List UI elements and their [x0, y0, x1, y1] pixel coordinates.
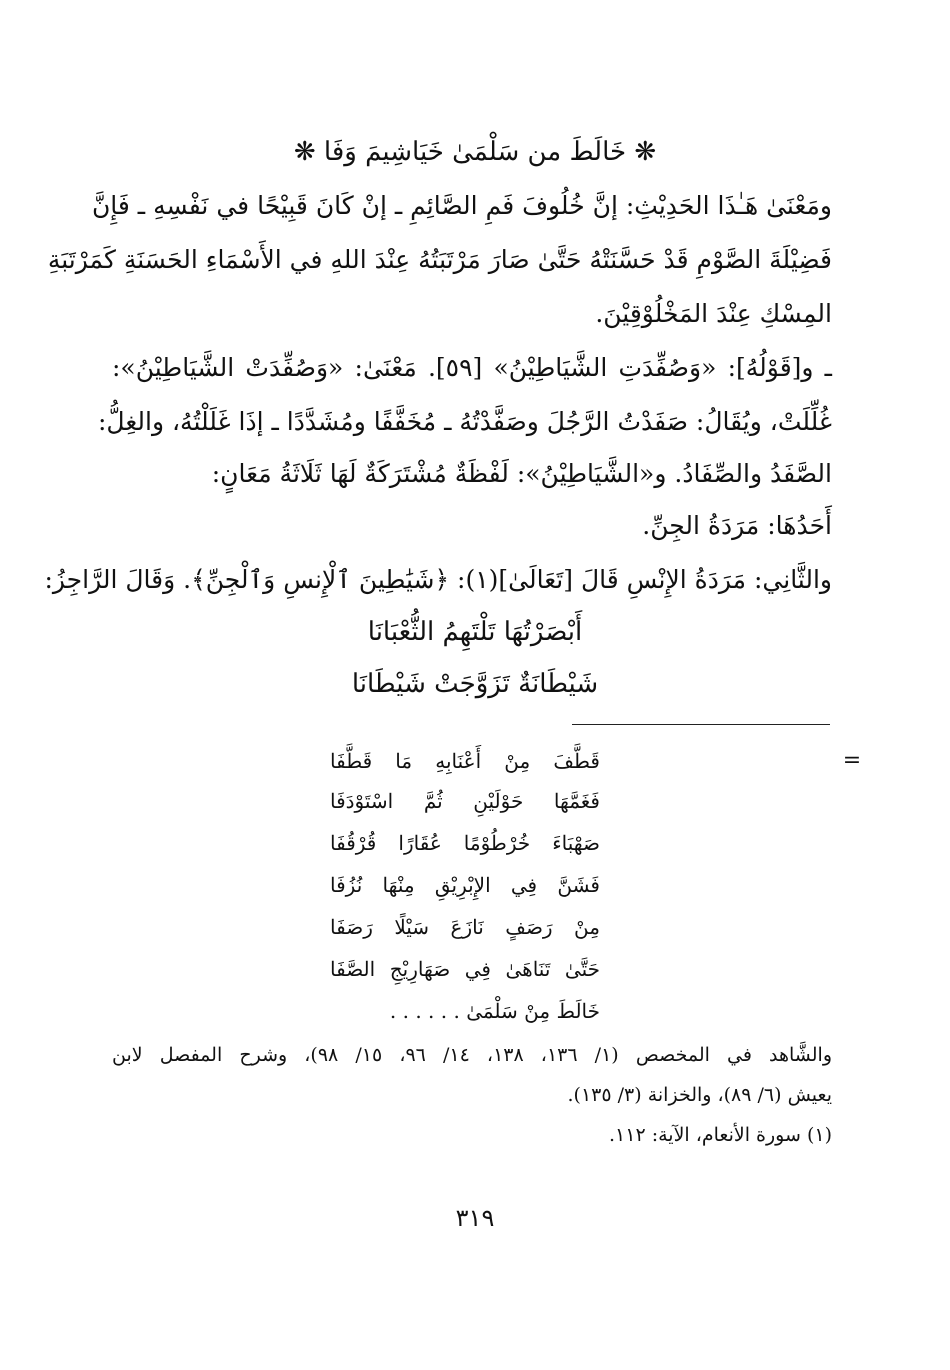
footnote-verse-line-2: فَغَمَّهَا حَوْلَيْنِ ثُمَّ اسْتَوْدَفَا	[330, 789, 600, 813]
footnote-note-1: والشَّاهد في المخصص (١/ ١٣٦، ١٣٨، ١٤/ ٩٦، ١٥/ ٩٨)، وشرح المفصل لابن	[112, 1044, 833, 1066]
rajaz-verse-line-2: شَيْطَانَةٌ تَزَوَّجَتْ شَيْطَانَا	[351, 669, 599, 699]
footnote-verse-line-4: فَشَنَّ فِي الإِبْرِيْقِ مِنْهَا نُزُفَا	[330, 873, 600, 897]
footnote-note-3: (١) سورة الأنعام، الآية: ١١٢.	[609, 1124, 832, 1146]
body-line-2: فَضِيْلَةَ الصَّوْمِ قَدْ حَسَّنَتْهُ حَتَّىٰ صَارَ مَرْتَبَتُهُ عِنْدَ اللهِ في الأَسْمَاءِ الحَسَنَةِ كَمَرْتَبَةِ	[47, 245, 832, 274]
page-number: ٣١٩	[455, 1204, 495, 1232]
footnote-separator	[572, 724, 830, 725]
footnote-verse-line-3: صَهْبَاءَ خُرْطُوْمًا عُقَارًا قُرْقُفَا	[330, 831, 600, 855]
footnote-continuation-mark: =	[842, 748, 862, 773]
rajaz-verse-line-1: أَبْصَرْتُهَا تَلْتَهِمُ الثُّعْبَانَا	[367, 617, 583, 647]
footnote-verse-line-1: قَطَّفَ مِنْ أَعْنَابِهِ مَا قَطَّفَا	[330, 749, 600, 773]
header-verse: ❋ خَالَطَ من سَلْمَىٰ خَيَاشِيمَ وَفَا ❋	[293, 137, 657, 167]
body-line-7: أَحَدُهَا: مَرَدَةُ الجِنِّ.	[642, 511, 832, 540]
body-line-4: ـ و[قَوْلُهُ]: «وَصُفِّدَتِ الشَّيَاطِيْنُ» [٥٩]. مَعْنَىٰ: «وَصُفِّدَتْ الشَّيَاطِيْنُ»:	[112, 353, 832, 382]
body-line-8: والثَّانِي: مَرَدَةُ الإِنْسِ قَالَ [تَعَالَىٰ](١): ﴿شَيَٰطِينَ ٱلْإِنسِ وَٱلْجِنِّ﴾. وَقَالَ الرَّاجِزُ:	[44, 565, 832, 594]
footnote-note-2: يعيش (٦/ ٨٩)، والخزانة (٣/ ١٣٥).	[567, 1084, 832, 1106]
body-line-5: غُلِّلَتْ، ويُقَالُ: صَفَدْتُ الرَّجُلَ وصَفَّدْتُهُ ـ مُخَفَّفًا ومُشَدَّدًا ـ إذَا غَلَلْتُهُ، والغِلُّ:	[97, 407, 832, 436]
body-line-1: ومَعْنَىٰ هَـٰذَا الحَدِيْثِ: إنَّ خُلُوفَ فَمِ الصَّائِمِ ـ إنْ كَانَ قَبِيْحًا في نَفْسِهِ ـ فَإِنَّ	[91, 191, 832, 220]
footnote-verse-line-5: مِنْ رَصَفٍ نَازَعَ سَيْلًا رَصَفَا	[330, 915, 600, 939]
footnote-verse-line-7: خَالَطَ مِنْ سَلْمَىٰ . . . . . .	[389, 999, 600, 1023]
body-line-6: الصَّفَدُ والصِّفَادُ. و«الشَّيَاطِيْنُ»: لَفْظَةٌ مُشْتَرَكَةٌ لَهَا ثَلَاثَةُ مَعَانٍ:	[211, 459, 832, 488]
footnote-verse-line-6: حَتَّىٰ تَنَاهَىٰ فِي صَهَارِيْجِ الصَّفَا	[330, 957, 600, 981]
body-line-3: المِسْكِ عِنْدَ المَخْلُوْقِيْنَ.	[595, 299, 832, 328]
